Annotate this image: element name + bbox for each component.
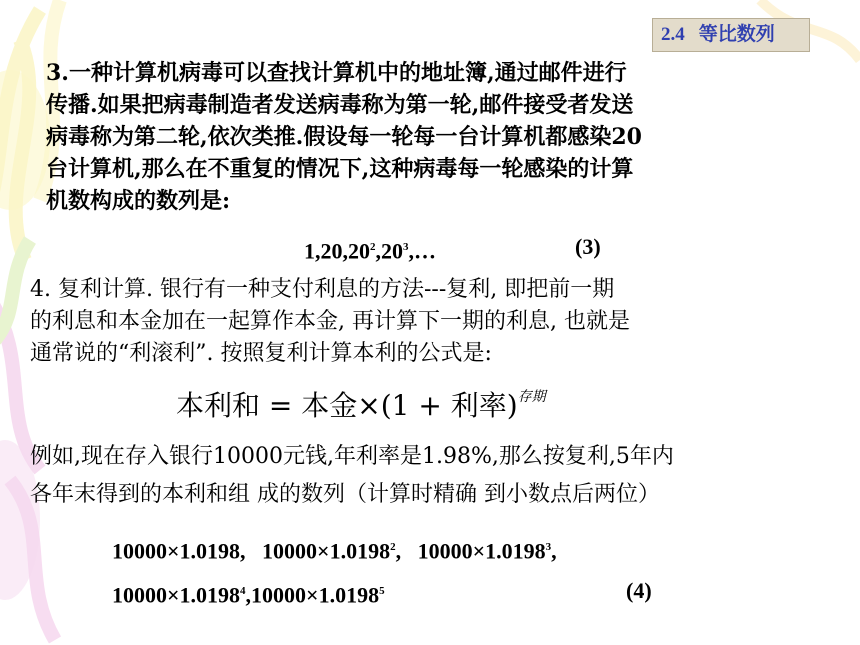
problem3-line: 台计算机,那么在不重复的情况下,这种病毒每一轮感染的计算 — [46, 156, 634, 182]
compound-terms-row-1: 10000×1.0198, $10000\times 1.0198^2$, $10000\times 1.0198^3$, — [112, 538, 557, 564]
formula-exponent: 存期 — [517, 389, 546, 405]
problem3-line: 病毒称为第二轮,依次类推.假设每一轮每一台计算机都感染20 — [46, 124, 642, 150]
example-line: 各年末得到的本利和组 成的数列（计算时精确 到小数点后两位） — [30, 482, 660, 507]
section-badge — [652, 18, 810, 52]
problem3-line: 机数构成的数列是: — [46, 188, 231, 214]
section-title: 等比数列 — [698, 24, 775, 45]
problem4-line: 的利息和本金加在一起算作本金, 再计算下一期的利息, 也就是 — [30, 309, 630, 334]
compound-interest-formula: 本利和 = 本金×(1 + 利率)$^{存期}$ — [176, 389, 546, 422]
compound-terms-row-2: $10000\times 1.0198^4,10000\times 1.0198^5$ — [112, 582, 385, 608]
equation-tag-3: (3) — [575, 234, 601, 259]
problem4-line: 4. 复利计算. 银行有一种支付利息的方法---复利, 即把前一期 — [30, 277, 615, 302]
equation-tag-4: (4) — [626, 578, 652, 603]
section-number: 2.4 — [661, 24, 685, 45]
virus-sequence: $1,20,20^2,20^3,\dots$ — [304, 238, 436, 264]
problem4-line: 通常说的“利滚利”. 按照复利计算本利的公式是: — [30, 341, 492, 366]
problem3-line: 传播.如果把病毒制造者发送病毒称为第一轮,邮件接受者发送 — [46, 92, 634, 118]
example-line: 例如,现在存入银行10000元钱,年利率是1.98%,那么按复利,5年内 — [30, 444, 674, 469]
problem3-line: 3.一种计算机病毒可以查找计算机中的地址簿,通过邮件进行 — [46, 60, 627, 86]
